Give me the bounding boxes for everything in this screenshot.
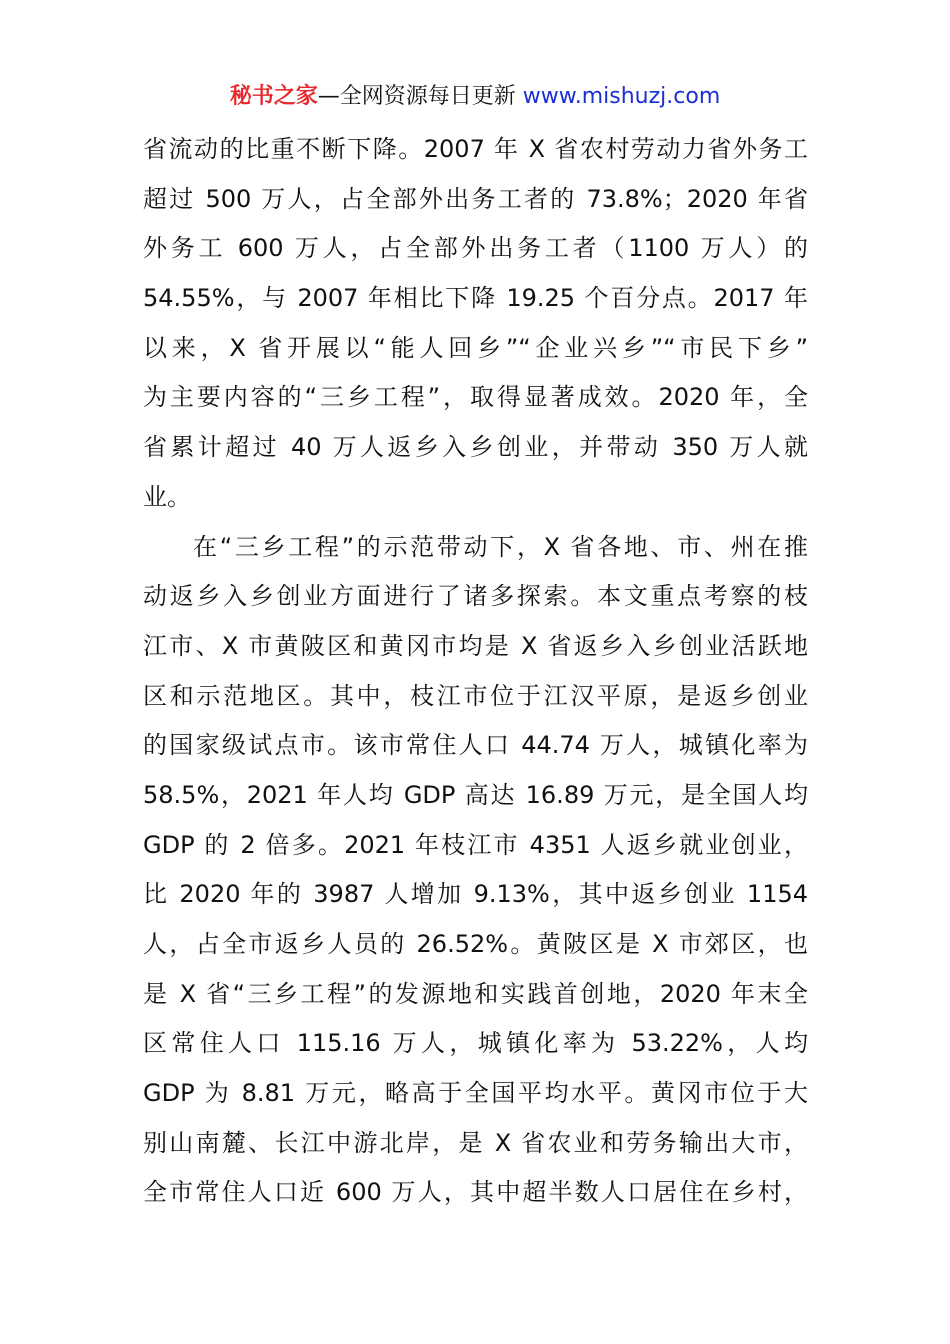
text-line: 比 2020 年的 3987 人增加 9.13%，其中返乡创业 1154 [143,880,808,909]
site-url-link[interactable]: www.mishuzj.com [522,84,721,109]
text-line: GDP 为 8.81 万元，略高于全国平均水平。黄冈市位于大 [143,1079,808,1108]
text-line: 全市常住人口近 600 万人，其中超半数人口居住在乡村， [143,1178,808,1207]
text-line: 以来，X 省开展以“能人回乡”“企业兴乡”“市民下乡” [143,333,808,362]
text-line: 动返乡入乡创业方面进行了诸多探索。本文重点考察的枝 [143,582,808,611]
text-line: 江市、X 市黄陂区和黄冈市均是 X 省返乡入乡创业活跃地 [143,631,808,660]
text-line: 是 X 省“三乡工程”的发源地和实践首创地，2020 年末全 [143,979,808,1008]
site-brand: 秘书之家 [229,84,318,109]
text-line: 人，占全市返乡人员的 26.52%。黄陂区是 X 市郊区，也 [143,930,808,958]
paragraph-2 [143,523,808,1219]
text-line: 58.5%，2021 年人均 GDP 高达 16.89 万元，是全国人均 [143,780,808,809]
text-line: 区和示范地区。其中，枝江市位于江汉平原，是返乡创业 [143,681,808,710]
text-line: GDP 的 2 倍多。2021 年枝江市 4351 人返乡就业创业， [143,830,808,859]
site-header [0,82,950,112]
text-line: 超过 500 万人，占全部外出务工者的 73.8%；2020 年省 [143,184,808,213]
paragraph-1 [143,125,808,523]
text-line: 省流动的比重不断下降。2007 年 X 省农村劳动力省外务工 [143,135,808,163]
text-line: 业。 [143,482,191,511]
text-line: 省累计超过 40 万人返乡入乡创业，并带动 350 万人就 [143,433,808,462]
document-body [143,125,808,1218]
text-line: 外务工 600 万人，占全部外出务工者（1100 万人）的 [143,234,808,263]
site-tagline: —全网资源每日更新 [317,84,516,109]
text-line: 54.55%，与 2007 年相比下降 19.25 个百分点。2017 年 [143,284,808,313]
text-line: 别山南麓、长江中游北岸，是 X 省农业和劳务输出大市， [143,1128,808,1157]
text-line: 区常住人口 115.16 万人，城镇化率为 53.22%，人均 [143,1029,808,1058]
text-line: 为主要内容的“三乡工程”，取得显著成效。2020 年，全 [143,383,808,412]
text-line: 的国家级试点市。该市常住人口 44.74 万人，城镇化率为 [143,731,808,760]
text-line: 在“三乡工程”的示范带动下，X 省各地、市、州在推 [193,532,808,561]
